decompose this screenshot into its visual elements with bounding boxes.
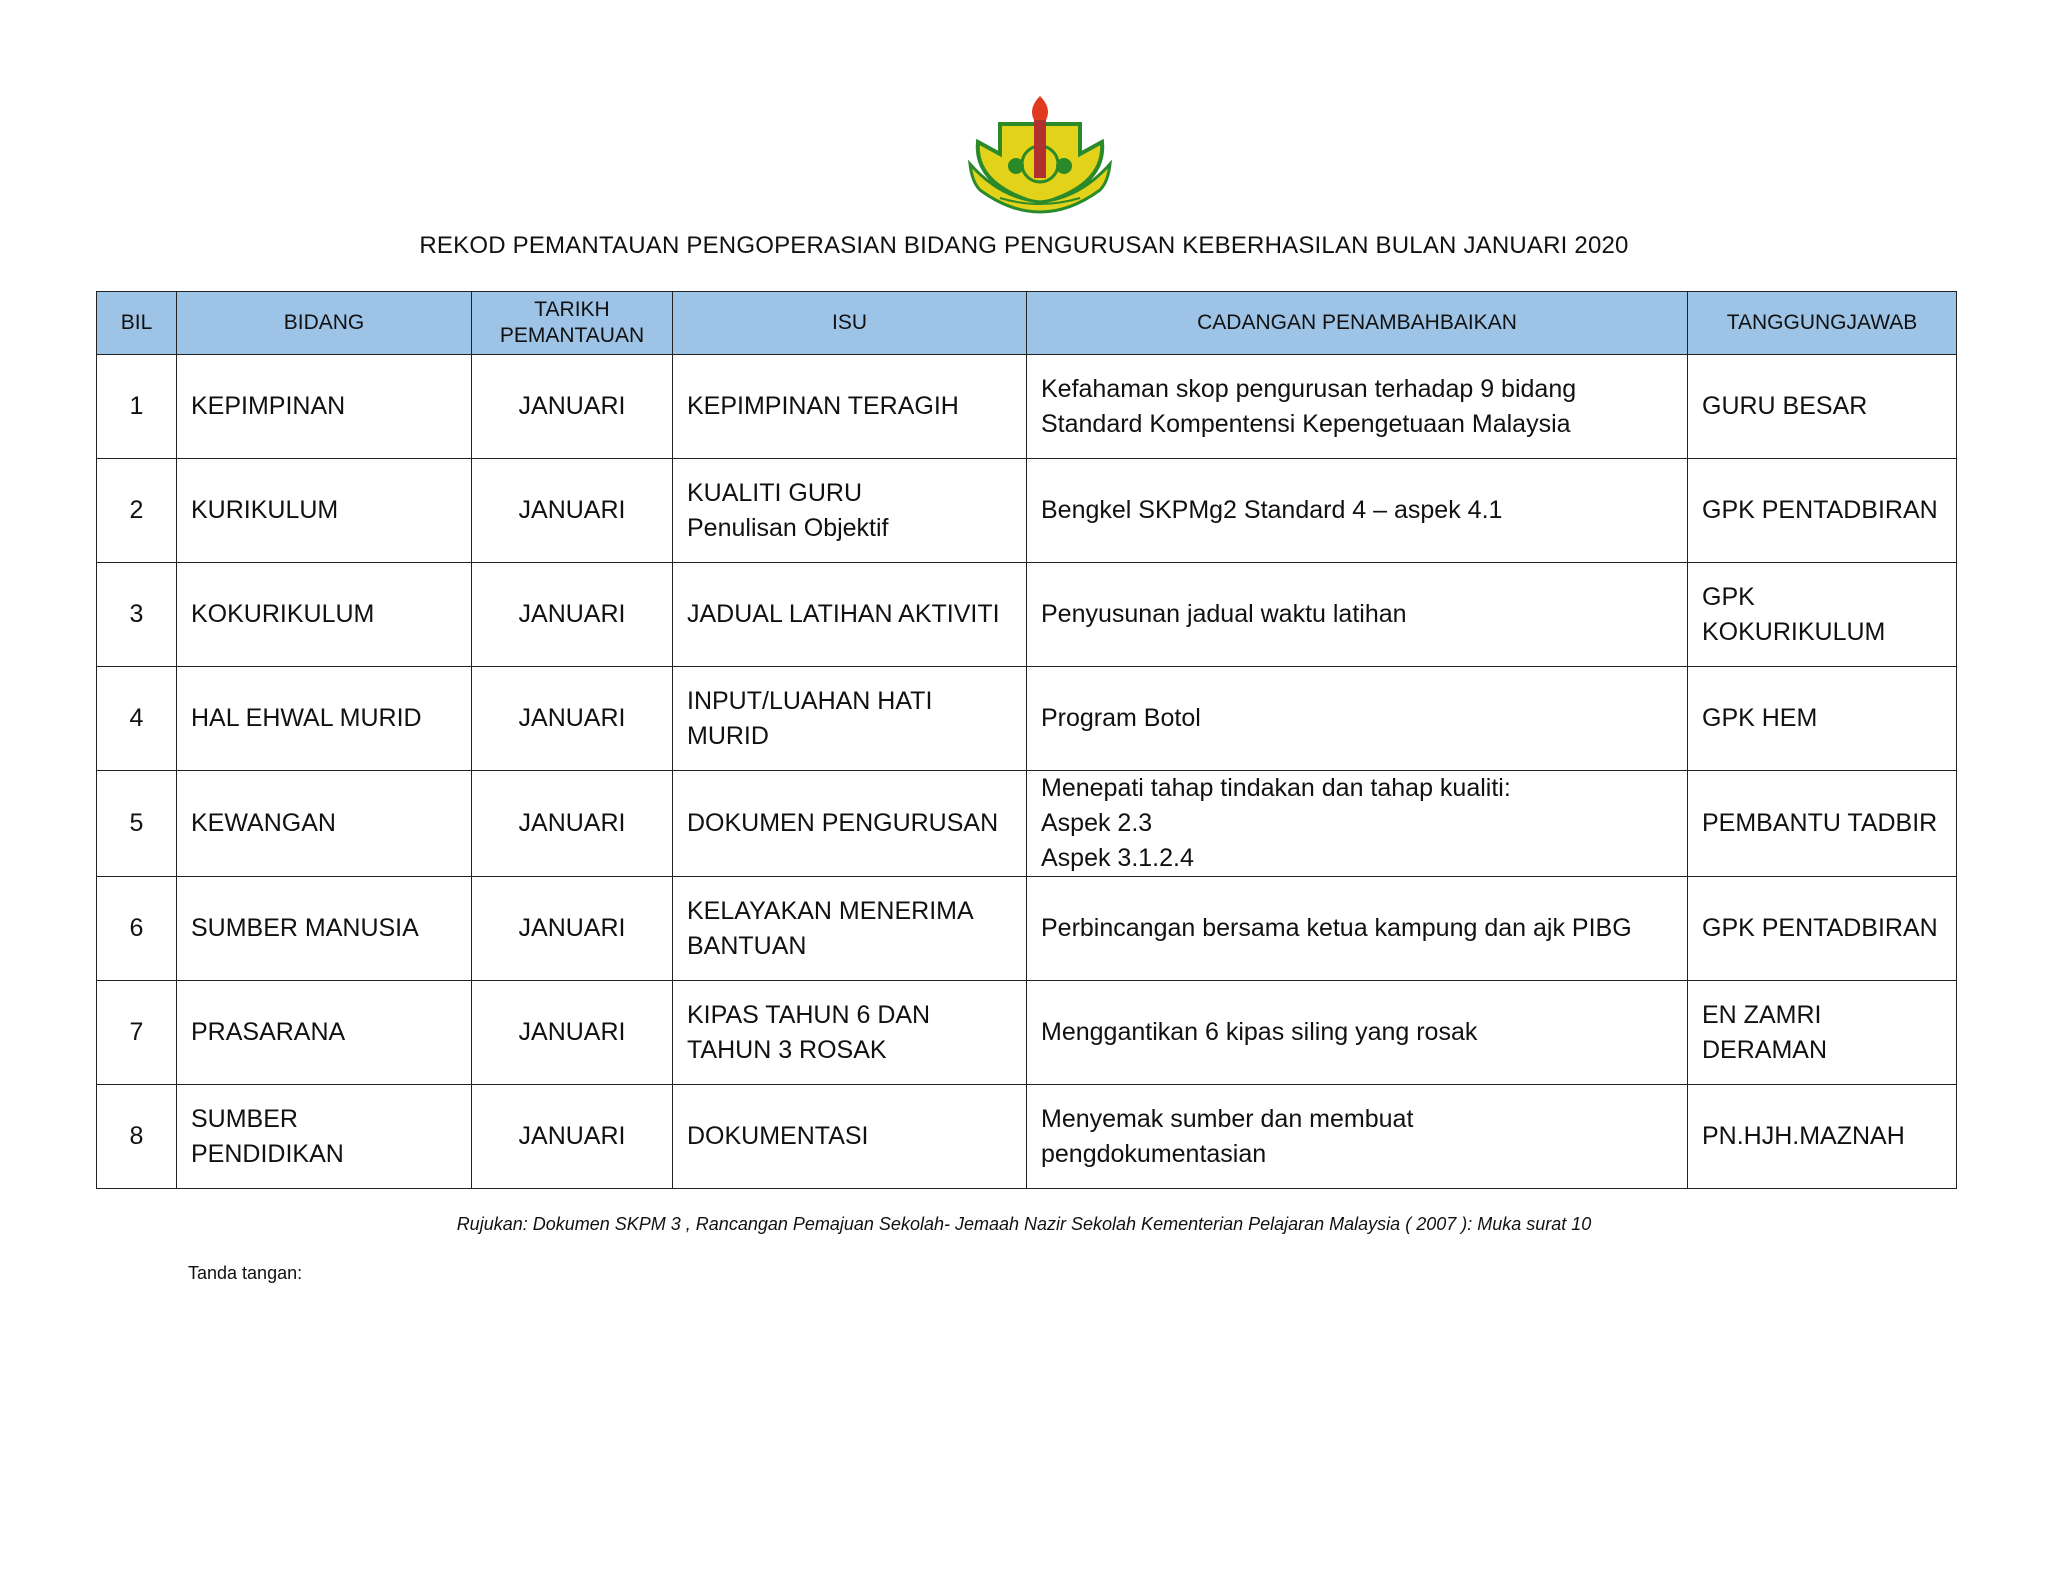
cell-bidang: KURIKULUM — [177, 459, 472, 563]
cell-cadangan — [1027, 981, 1688, 1085]
cell-isu-line: MURID — [687, 721, 769, 750]
cell-tanggungjawab-line: EN ZAMRI — [1702, 1000, 1822, 1029]
table-row — [97, 459, 1957, 563]
table-row — [97, 981, 1957, 1085]
header-tarikh-line2: PEMANTAUAN — [499, 324, 645, 347]
signature-label: Tanda tangan: — [188, 1263, 303, 1283]
cell-tanggungjawab — [1688, 771, 1957, 877]
cell-cadangan — [1027, 771, 1688, 877]
school-crest-logo — [960, 94, 1120, 214]
cell-isu-line: INPUT/LUAHAN HATI — [687, 686, 933, 715]
table-row — [97, 355, 1957, 459]
table-header-row — [97, 292, 1957, 355]
cell-isu — [673, 877, 1027, 981]
cell-cadangan-line: Standard Kompentensi Kepengetuaan Malaysia — [1041, 409, 1571, 438]
cell-isu-line: KUALITI GURU — [687, 478, 863, 507]
cell-isu-line: TAHUN 3 ROSAK — [687, 1035, 887, 1064]
cell-cadangan — [1027, 355, 1688, 459]
header-bil: BIL — [97, 292, 177, 355]
cell-bil: 7 — [97, 981, 177, 1085]
cell-isu — [673, 563, 1027, 667]
cell-cadangan-line: Kefahaman skop pengurusan terhadap 9 bidang — [1041, 374, 1577, 403]
cell-bil: 4 — [97, 667, 177, 771]
cell-tarikh: JANUARI — [472, 563, 673, 667]
cell-tarikh: JANUARI — [472, 355, 673, 459]
cell-tanggungjawab — [1688, 981, 1957, 1085]
cell-tanggungjawab — [1688, 1085, 1957, 1189]
cell-cadangan-line: Perbincangan bersama ketua kampung dan ajk PIBG — [1041, 914, 1632, 942]
cell-tanggungjawab-line: PN.HJH.MAZNAH — [1702, 1122, 1905, 1150]
cell-bidang: SUMBER PENDIDIKAN — [177, 1085, 472, 1189]
cell-bidang: PRASARANA — [177, 981, 472, 1085]
cell-cadangan-line: Program Botol — [1041, 704, 1201, 732]
cell-tarikh: JANUARI — [472, 459, 673, 563]
cell-cadangan — [1027, 459, 1688, 563]
cell-isu-line: DOKUMENTASI — [687, 1122, 869, 1150]
cell-tanggungjawab-line: GPK KOKURIKULUM — [1702, 582, 1886, 646]
header-cadangan: CADANGAN PENAMBAHBAIKAN — [1027, 292, 1688, 355]
cell-tarikh: JANUARI — [472, 771, 673, 877]
monitoring-table — [96, 291, 1957, 1189]
cell-bil: 2 — [97, 459, 177, 563]
cell-isu — [673, 355, 1027, 459]
cell-isu — [673, 981, 1027, 1085]
cell-bidang: SUMBER MANUSIA — [177, 877, 472, 981]
cell-cadangan-line: pengdokumentasian — [1041, 1139, 1267, 1168]
cell-cadangan-line: Bengkel SKPMg2 Standard 4 – aspek 4.1 — [1041, 496, 1503, 524]
cell-isu-line: Penulisan Objektif — [687, 513, 889, 542]
cell-bidang: HAL EHWAL MURID — [177, 667, 472, 771]
cell-bidang: KEWANGAN — [177, 771, 472, 877]
cell-tanggungjawab-line: GPK PENTADBIRAN — [1702, 914, 1938, 942]
table-row — [97, 877, 1957, 981]
cell-isu-line: KIPAS TAHUN 6 DAN — [687, 1000, 931, 1029]
page-title: REKOD PEMANTAUAN PENGOPERASIAN BIDANG PENGURUSAN KEBERHASILAN BULAN JANUARI 2020 — [419, 232, 1629, 259]
header-tarikh-line1: TARIKH — [534, 298, 610, 321]
cell-cadangan — [1027, 1085, 1688, 1189]
cell-isu — [673, 667, 1027, 771]
cell-cadangan-line: Aspek 2.3 — [1041, 809, 1153, 837]
cell-tarikh: JANUARI — [472, 667, 673, 771]
cell-cadangan-line: Menyemak sumber dan membuat — [1041, 1104, 1414, 1133]
header-bidang: BIDANG — [177, 292, 472, 355]
cell-isu-line: JADUAL LATIHAN AKTIVITI — [687, 600, 1000, 628]
cell-tanggungjawab — [1688, 459, 1957, 563]
cell-tanggungjawab — [1688, 563, 1957, 667]
cell-bil: 6 — [97, 877, 177, 981]
cell-bil: 8 — [97, 1085, 177, 1189]
cell-cadangan — [1027, 877, 1688, 981]
table-row — [97, 563, 1957, 667]
cell-isu-line: BANTUAN — [687, 931, 807, 960]
cell-tarikh: JANUARI — [472, 877, 673, 981]
header-tarikh-pemantauan — [472, 292, 673, 355]
cell-cadangan-line: Aspek 3.1.2.4 — [1041, 844, 1194, 872]
cell-tanggungjawab-line: PEMBANTU TADBIR — [1702, 809, 1938, 837]
table-row — [97, 1085, 1957, 1189]
cell-tarikh: JANUARI — [472, 981, 673, 1085]
table-row — [97, 667, 1957, 771]
cell-tanggungjawab-line: GPK PENTADBIRAN — [1702, 496, 1938, 524]
cell-tanggungjawab-line: GPK HEM — [1702, 704, 1818, 732]
cell-bil: 5 — [97, 771, 177, 877]
cell-tanggungjawab-line: GURU BESAR — [1702, 392, 1868, 420]
reference-footnote: Rujukan: Dokumen SKPM 3 , Rancangan Pemajuan Sekolah- Jemaah Nazir Sekolah Kementerian Pelajaran Malaysia ( 2007 ): Muka surat 10 — [456, 1214, 1592, 1234]
cell-cadangan-line: Menepati tahap tindakan dan tahap kualiti: — [1041, 774, 1511, 802]
cell-bidang: KEPIMPINAN — [177, 355, 472, 459]
cell-cadangan-line: Penyusunan jadual waktu latihan — [1041, 600, 1407, 628]
header-tanggungjawab: TANGGUNGJAWAB — [1688, 292, 1957, 355]
cell-bil: 1 — [97, 355, 177, 459]
cell-isu-line: DOKUMEN PENGURUSAN — [687, 809, 999, 837]
cell-cadangan — [1027, 563, 1688, 667]
cell-tanggungjawab — [1688, 355, 1957, 459]
table-row — [97, 771, 1957, 877]
cell-cadangan-line: Menggantikan 6 kipas siling yang rosak — [1041, 1018, 1478, 1046]
cell-tanggungjawab-line: DERAMAN — [1702, 1035, 1828, 1064]
header-isu: ISU — [673, 292, 1027, 355]
cell-tanggungjawab — [1688, 667, 1957, 771]
cell-bil: 3 — [97, 563, 177, 667]
cell-cadangan — [1027, 667, 1688, 771]
cell-tanggungjawab — [1688, 877, 1957, 981]
cell-isu-line: KEPIMPINAN TERAGIH — [687, 392, 959, 420]
cell-tarikh: JANUARI — [472, 1085, 673, 1189]
cell-isu — [673, 459, 1027, 563]
cell-isu — [673, 771, 1027, 877]
cell-isu-line: KELAYAKAN MENERIMA — [687, 896, 974, 925]
cell-bidang: KOKURIKULUM — [177, 563, 472, 667]
cell-isu — [673, 1085, 1027, 1189]
